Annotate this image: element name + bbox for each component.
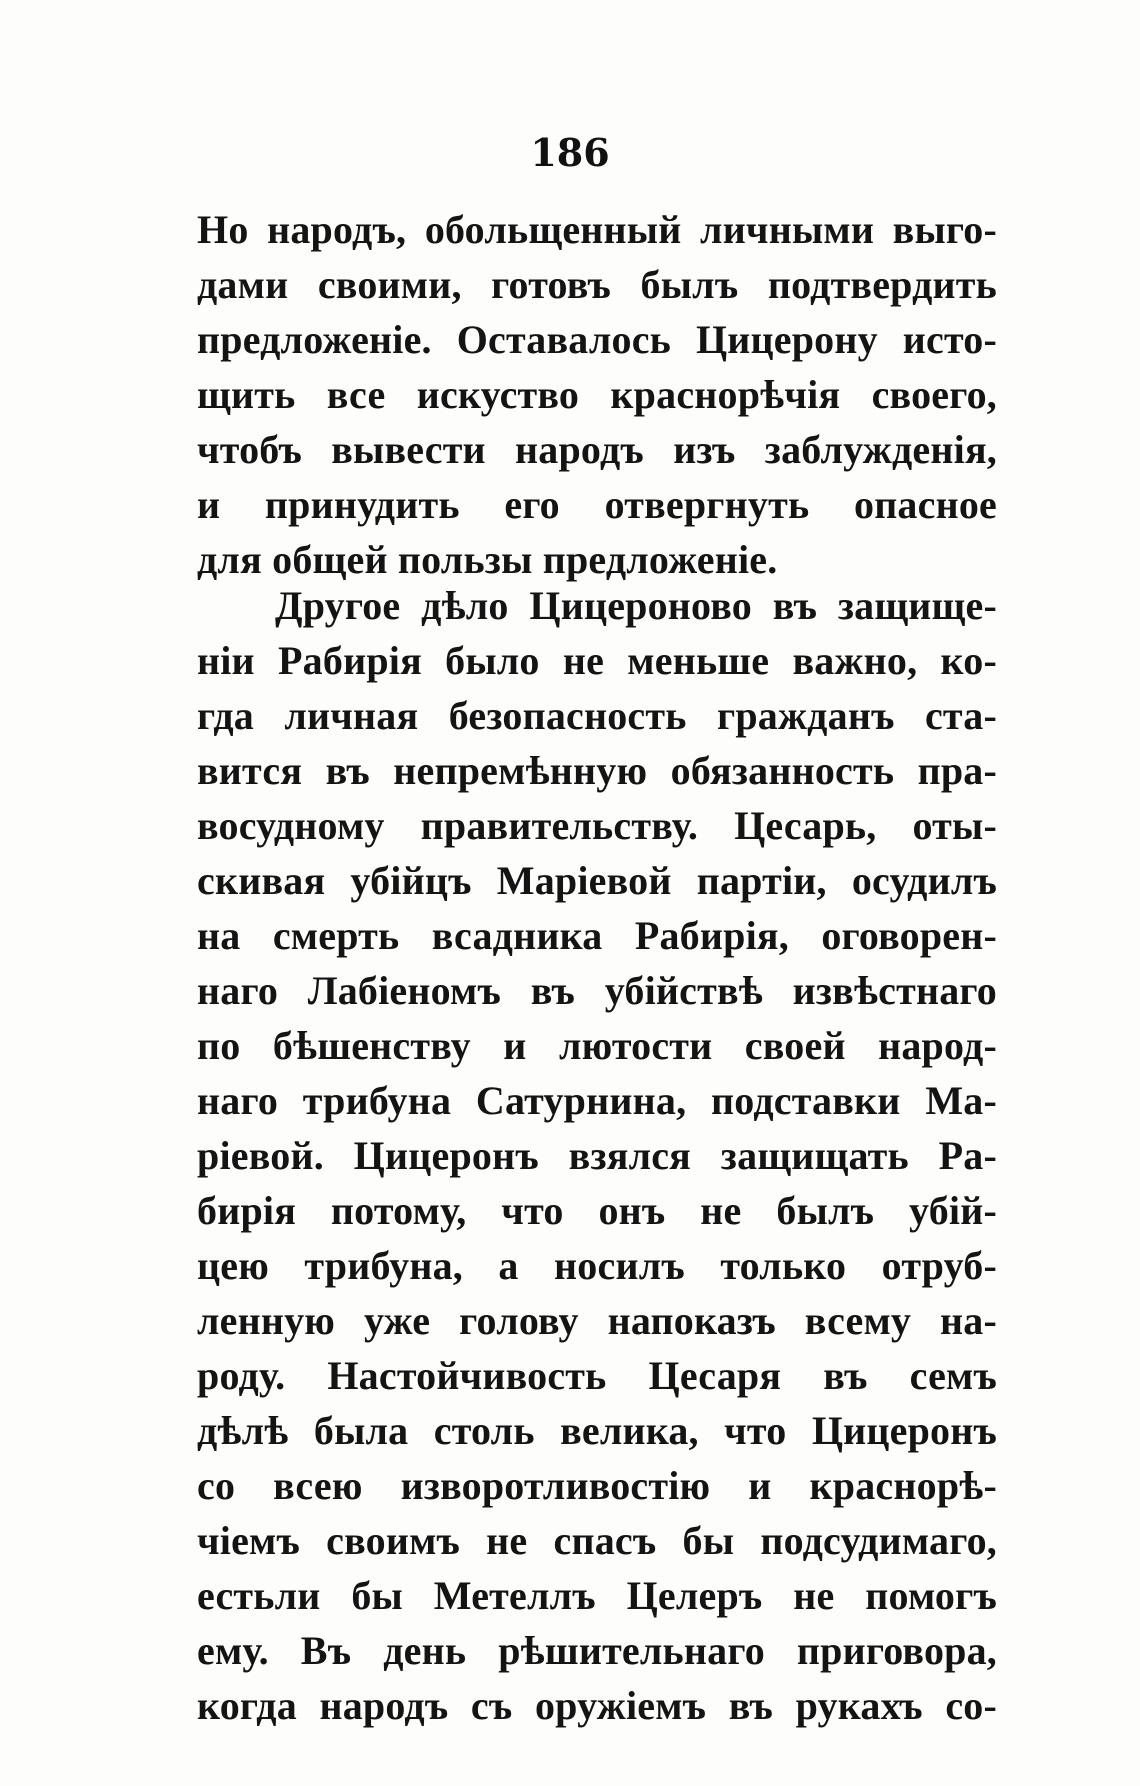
text-line: для общей пользы предложеніе. (197, 537, 778, 582)
text-line: когда народъ съ оружіемъ въ рукахъ со- (197, 1683, 997, 1728)
text-line: дѣлѣ была столь велика, что Цицеронъ (197, 1408, 997, 1453)
text-line: со всею изворотливостію и краснорѣ- (197, 1463, 997, 1508)
text-line: вится въ непремѣнную обязанность пра- (197, 748, 997, 793)
text-line: ему. Въ день рѣшительнаго приговора, (197, 1628, 997, 1673)
text-line: по бѣшенству и лютости своей народ- (197, 1023, 997, 1068)
text-line: ріевой. Цицеронъ взялся защищать Ра- (197, 1133, 997, 1178)
text-line: скивая убійцъ Маріевой партіи, осудилъ (197, 858, 997, 903)
text-line: бирія потому, что онъ не былъ убій- (197, 1188, 997, 1233)
text-line: ленную уже голову напоказъ всему на- (197, 1298, 997, 1343)
paragraph-1 (197, 202, 997, 587)
text-line: естьли бы Метеллъ Целеръ не помогъ (197, 1573, 997, 1618)
text-line: и принудить его отвергнуть опасное (197, 482, 997, 527)
text-line: предложеніе. Оставалось Цицерону исто- (197, 317, 997, 362)
text-line: Но народъ, обольщенный личными выго- (197, 207, 997, 252)
text-line: гда личная безопасность гражданъ ста- (197, 693, 997, 738)
text-line: щить все искуство краснорѣчія своего, (197, 372, 997, 417)
text-line: наго трибуна Сатурнина, подставки Ма- (197, 1078, 997, 1123)
text-line: чтобъ вывести народъ изъ заблужденія, (197, 427, 997, 472)
text-line: восудному правительству. Цесарь, оты- (197, 803, 997, 848)
page-number: 186 (530, 130, 610, 175)
text-line: на смерть всадника Рабирія, оговорен- (197, 913, 997, 958)
text-line: роду. Настойчивость Цесаря въ семъ (197, 1353, 997, 1398)
text-line: ніи Рабирія было не меньше важно, ко- (197, 638, 997, 683)
text-line: чіемъ своимъ не спасъ бы подсудимаго, (197, 1518, 997, 1563)
paragraph-2 (197, 578, 997, 1733)
text-line: дами своими, готовъ былъ подтвердить (197, 262, 997, 307)
text-line: наго Лабіеномъ въ убійствѣ извѣстнаго (197, 968, 997, 1013)
text-line: Другое дѣло Цицероново въ защище- (275, 583, 997, 628)
text-line: цею трибуна, а носилъ только отруб- (197, 1243, 997, 1288)
